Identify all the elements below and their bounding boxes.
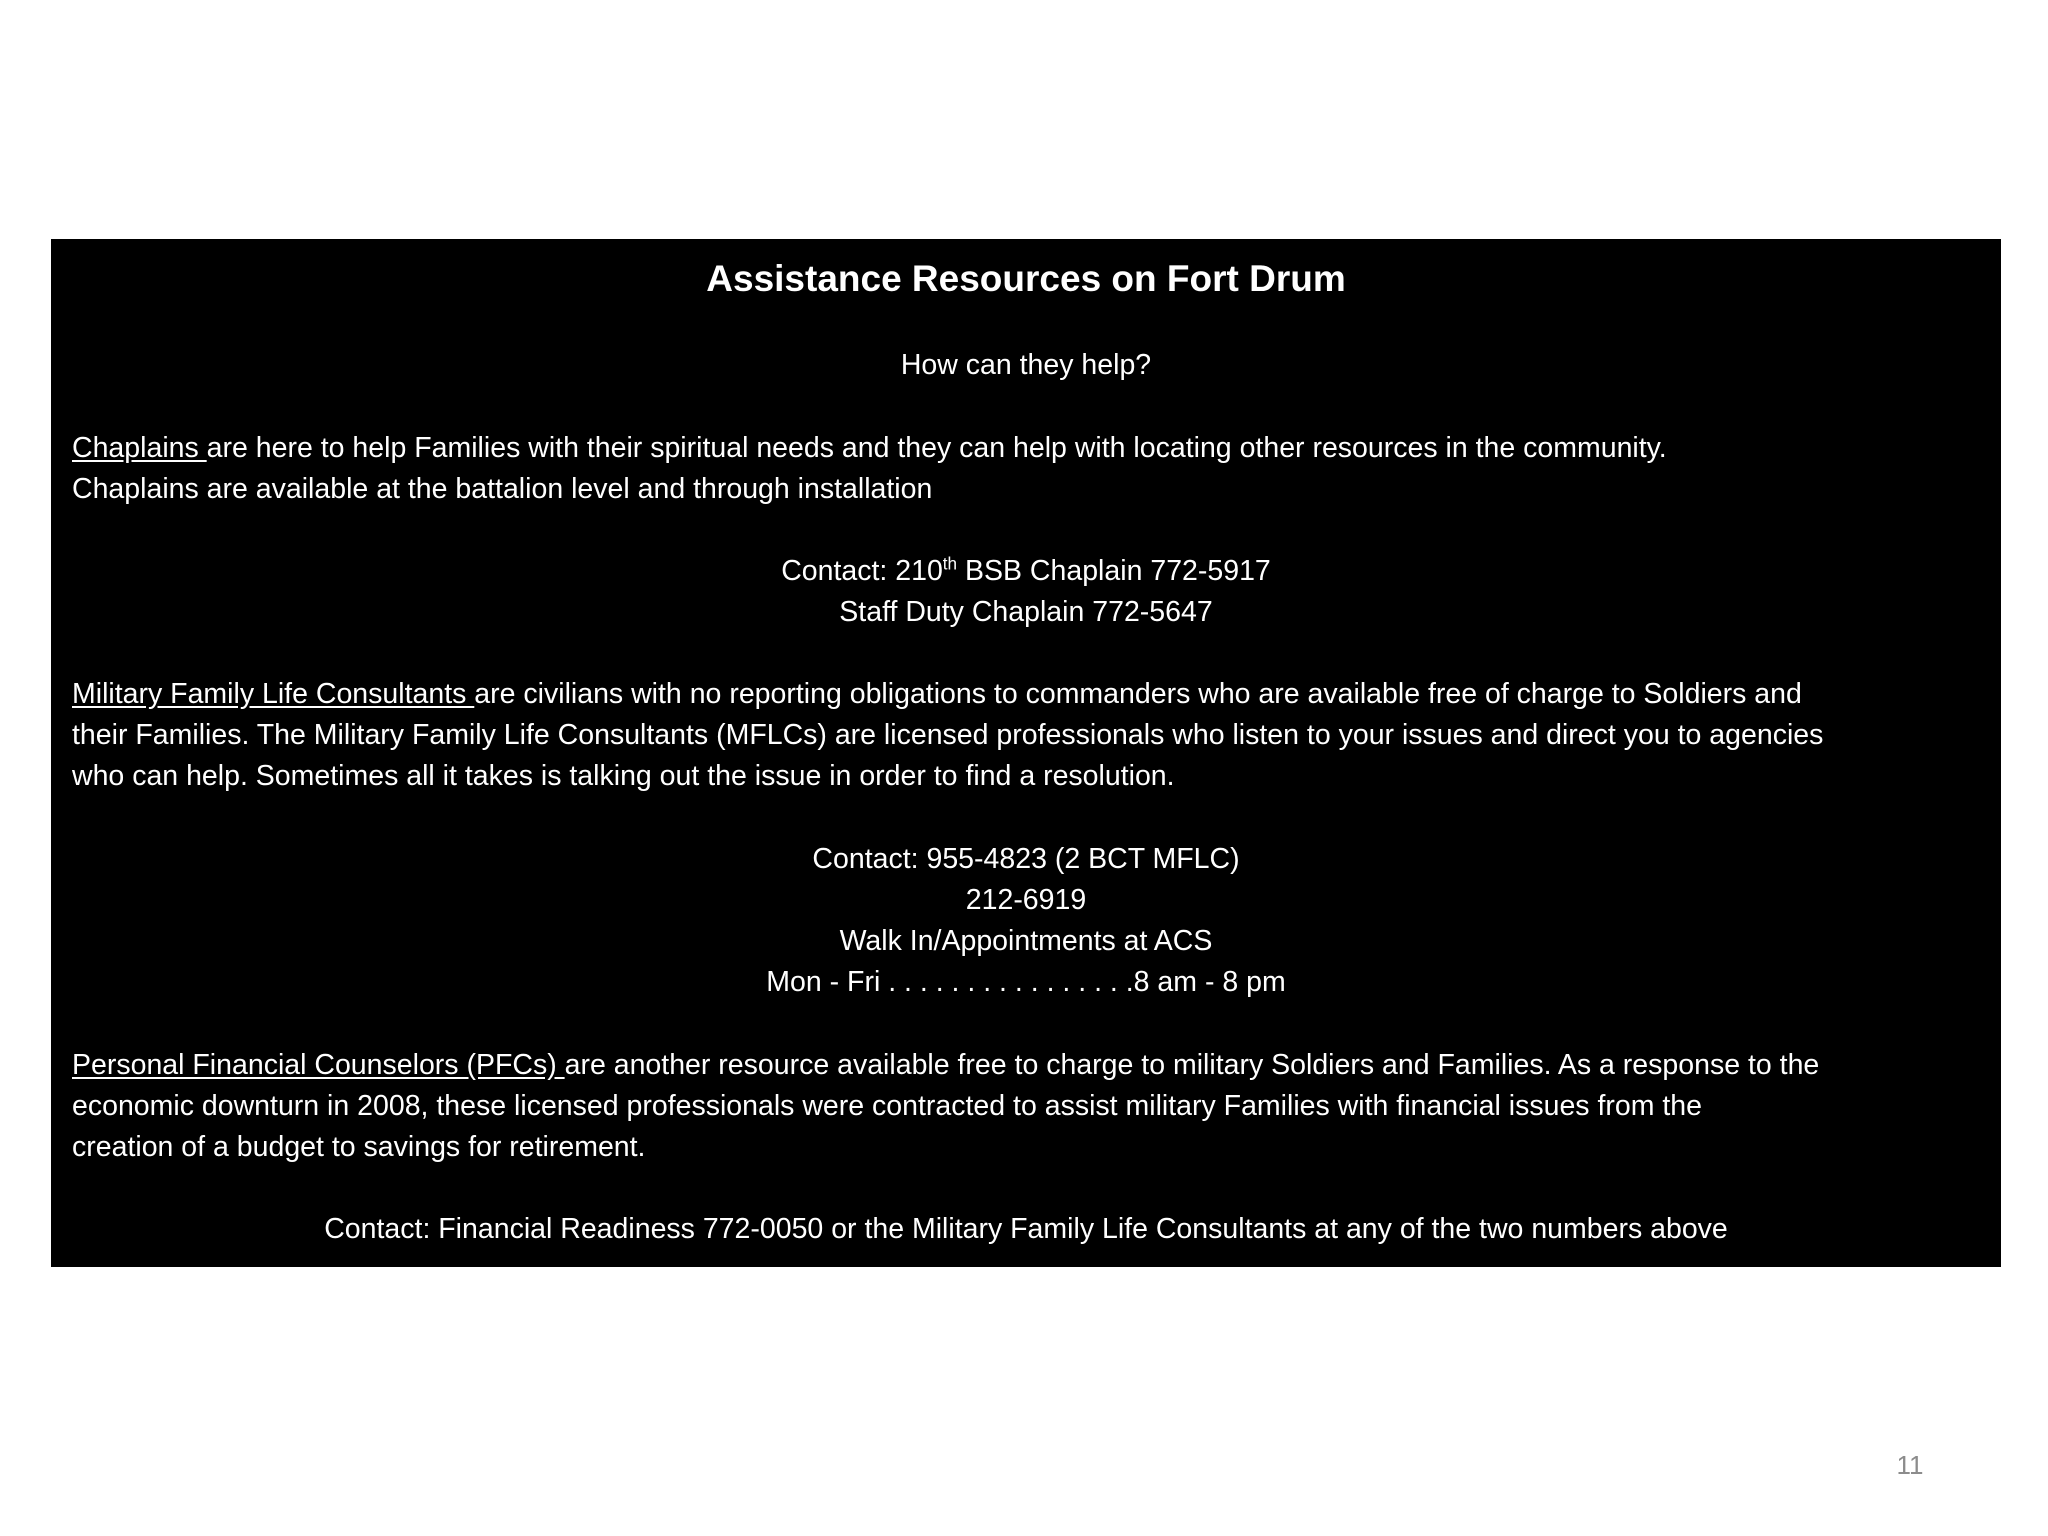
mflc-hours: Mon - Fri . . . . . . . . . . . . . . . .8 am - 8 pm: [766, 966, 1286, 998]
mflc-contact2: 212-6919: [965, 884, 1087, 916]
chaplains-contact-rest: BSB Chaplain 772-5917: [957, 555, 1271, 587]
page-title: Assistance Resources on Fort Drum: [706, 258, 1346, 299]
mflc-contact1: Contact: 955-4823 (2 BCT MFLC): [812, 843, 1240, 875]
pfc-line3: creation of a budget to savings for retirement.: [72, 1131, 646, 1163]
content-panel: [51, 239, 2001, 1267]
chaplains-line2: Chaplains are available at the battalion level and through installation: [72, 473, 933, 505]
pfc-contact: Contact: Financial Readiness 772-0050 or the Military Family Life Consultants at any of the two numbers above: [324, 1213, 1728, 1245]
mflc-heading: Military Family Life Consultants: [72, 678, 475, 710]
mflc-line2: their Families. The Military Family Life Consultants (MFLCs) are licensed professionals who listen to your issues and direct you to agencies: [72, 719, 1824, 751]
mflc-line1: [72, 674, 1802, 714]
chaplains-contact2: Staff Duty Chaplain 772-5647: [839, 596, 1213, 628]
pfc-line1: [72, 1045, 1819, 1085]
chaplains-contact-sup: th: [942, 554, 958, 574]
pfc-text1: are another resource available free to charge to military Soldiers and Families. As a response to the: [564, 1049, 1820, 1081]
mflc-contact3: Walk In/Appointments at ACS: [839, 925, 1213, 957]
mflc-line3: who can help. Sometimes all it takes is talking out the issue in order to find a resolution.: [72, 760, 1175, 792]
page-number: 11: [1896, 1450, 1924, 1480]
mflc-text1: are civilians with no reporting obligations to commanders who are available free of charge to Soldiers and: [474, 678, 1802, 710]
pfc-heading: Personal Financial Counselors (PFCs): [72, 1049, 565, 1081]
chaplains-heading: Chaplains: [72, 432, 207, 464]
chaplains-contact-prefix: Contact: 210: [781, 555, 943, 587]
chaplains-line1: [72, 428, 1667, 468]
pfc-line2: economic downturn in 2008, these licensed professionals were contracted to assist military Families with financial issues from the: [72, 1090, 1702, 1122]
subtitle: How can they help?: [900, 349, 1152, 381]
chaplains-text1: are here to help Families with their spiritual needs and they can help with locating other resources in the community.: [206, 432, 1667, 464]
chaplains-contact1: [51, 551, 2001, 591]
